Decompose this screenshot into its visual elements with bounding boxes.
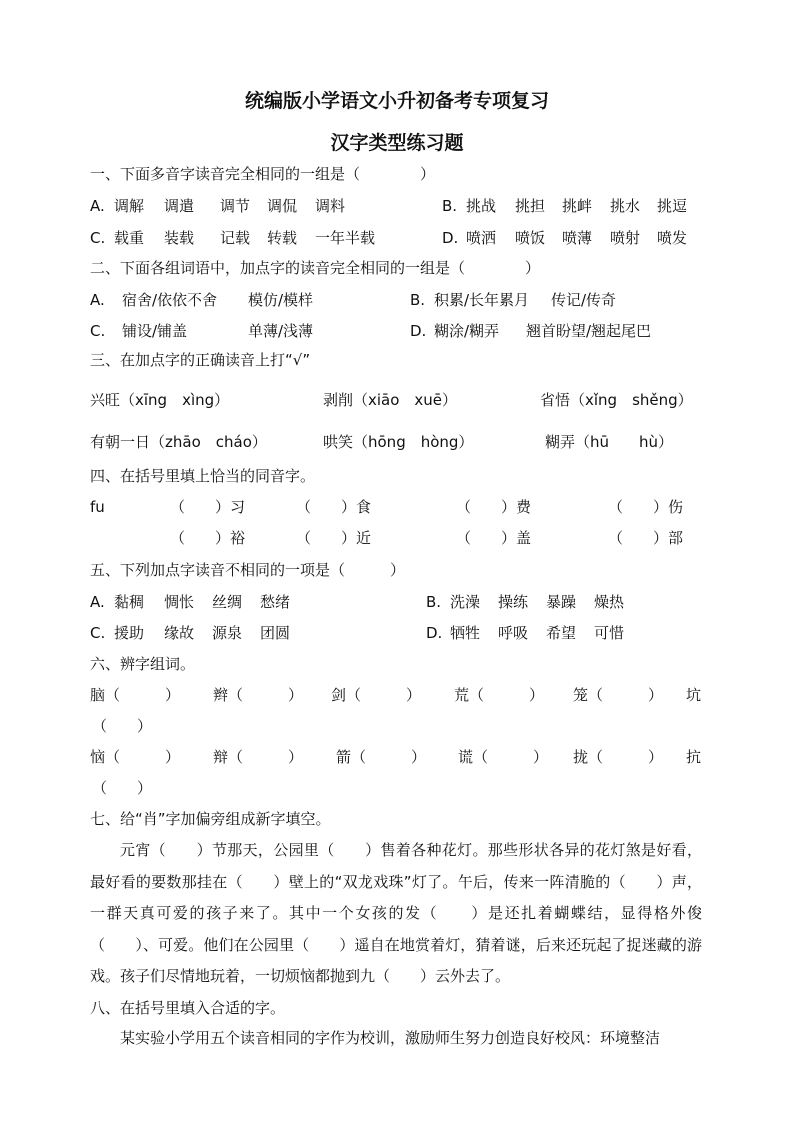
option-word: 调节 [220, 197, 251, 215]
option-words: 传记/传奇 [551, 291, 617, 309]
option-word: 丝绸 [212, 593, 243, 611]
option-word: 希望 [546, 624, 577, 642]
option-label: D. [410, 322, 427, 340]
option-word: 暴躁 [546, 593, 577, 611]
option-word: 喷薄 [562, 229, 593, 247]
option-word: 团圆 [260, 624, 291, 642]
option-label: D. [426, 624, 443, 642]
pinyin-item: 省悟（xǐng shěng） [540, 391, 693, 409]
option-word: 源泉 [212, 624, 243, 642]
word-char: 坑 [686, 686, 702, 704]
fill-blank[interactable]: （ ）裕 [170, 529, 246, 547]
option-word: 装载 [164, 229, 195, 247]
option-word: 惆怅 [164, 593, 195, 611]
fill-blank[interactable]: （ ）近 [296, 529, 372, 547]
word-blank[interactable]: 箭（ ） [336, 748, 427, 766]
option-label: B. [442, 197, 458, 215]
word-blank-wrapped[interactable]: （ ） [92, 779, 153, 797]
pinyin-item: 剥削（xiāo xuē） [323, 391, 458, 409]
question-3-row-1 [90, 390, 702, 410]
question-2-row-cd [90, 321, 702, 341]
option-word: 呼吸 [498, 624, 529, 642]
fill-blank[interactable]: （ ）习 [170, 498, 246, 516]
fill-blank[interactable]: （ ）费 [456, 498, 532, 516]
word-blank-wrapped[interactable]: （ ） [92, 717, 153, 735]
option-label: D. [442, 229, 459, 247]
option-words: 模仿/模样 [248, 291, 314, 309]
option-words: 单薄/浅薄 [248, 322, 314, 340]
fill-blank[interactable]: （ ）盖 [456, 529, 532, 547]
option-word: 燥热 [594, 593, 625, 611]
option-word: 调料 [315, 197, 346, 215]
option-word: 愁绪 [260, 593, 291, 611]
fill-blank[interactable]: （ ）食 [296, 498, 372, 516]
word-blank[interactable]: 辩（ ） [213, 748, 304, 766]
option-label: A. [90, 197, 105, 215]
question-2-row-ab [90, 290, 702, 310]
pinyin-item: 哄笑（hōng hòng） [323, 433, 474, 451]
option-word: 可惜 [594, 624, 625, 642]
option-word: 挑衅 [562, 197, 593, 215]
option-word: 转载 [267, 229, 298, 247]
question-3-heading: 三、在加点字的正确读音上打“√” [90, 351, 311, 369]
option-label: C. [90, 322, 106, 340]
fill-blank[interactable]: （ ）伤 [608, 498, 684, 516]
option-word: 调解 [114, 197, 145, 215]
option-word: 牺牲 [450, 624, 481, 642]
question-5-heading: 五、下列加点字读音不相同的一项是（ ） [90, 561, 406, 579]
pinyin-label: fu [90, 498, 105, 516]
option-label: A. [90, 291, 105, 309]
option-word: 载重 [114, 229, 145, 247]
option-word: 挑逗 [657, 197, 688, 215]
question-8-passage: 某实验小学用五个读音相同的字作为校训，激励师生努力创造良好校风：环境整洁 [120, 1029, 661, 1047]
option-words: 糊涂/糊弄 [434, 322, 500, 340]
option-words: 翘首盼望/翘起尾巴 [526, 322, 652, 340]
option-label: B. [426, 593, 442, 611]
option-word: 洗澡 [450, 593, 481, 611]
question-4-row-2 [90, 528, 702, 548]
option-words: 铺设/铺盖 [122, 322, 188, 340]
pinyin-item: 糊弄（hū hù） [545, 433, 674, 451]
question-6-row-2 [90, 747, 702, 767]
word-blank[interactable]: 恼（ ） [90, 748, 181, 766]
option-word: 喷洒 [466, 229, 497, 247]
pinyin-item: 兴旺（xīng xìng） [90, 391, 230, 409]
word-blank[interactable]: 荒（ ） [454, 686, 545, 704]
option-word: 喷饭 [515, 229, 546, 247]
fill-blank[interactable]: （ ）部 [608, 529, 684, 547]
question-8-heading: 八、在括号里填入合适的字。 [90, 999, 286, 1017]
question-6-row-1 [90, 685, 702, 705]
option-label: B. [410, 291, 426, 309]
word-blank[interactable]: 脑（ ） [90, 686, 181, 704]
question-1-heading: 一、下面多音字读音完全相同的一组是（ ） [90, 165, 436, 183]
option-word: 喷射 [610, 229, 641, 247]
word-blank[interactable]: 谎（ ） [458, 748, 549, 766]
question-4-heading: 四、在括号里填上恰当的同音字。 [90, 467, 316, 485]
option-word: 挑担 [515, 197, 546, 215]
question-1-row-cd [90, 228, 702, 248]
pinyin-item: 有朝一日（zhāo cháo） [90, 433, 267, 451]
question-3-row-2 [90, 432, 702, 452]
option-word: 缘故 [164, 624, 195, 642]
option-words: 积累/长年累月 [434, 291, 530, 309]
question-4-row-1 [90, 497, 702, 517]
option-word: 黏稠 [114, 593, 145, 611]
word-blank[interactable]: 拢（ ） [573, 748, 664, 766]
option-word: 一年半载 [315, 229, 376, 247]
option-word: 调侃 [267, 197, 298, 215]
option-word: 挑水 [610, 197, 641, 215]
option-word: 调遣 [164, 197, 195, 215]
option-word: 挑战 [466, 197, 497, 215]
question-1-row-ab [90, 196, 702, 216]
question-7-passage: 元宵（ ）节那天，公园里（ ）售着各种花灯。那些形状各异的花灯煞是好看，最好看的要数那挂在（ ）壁上的“双龙戏珠”灯了。午后，传来一阵清脆的（ ）声，一群天真可爱的孩子来了。其中一个女孩的发（ ）是还扎着蝴蝶结，显得格外俊（ ）、可爱。他们在公园里（ ）遥自在地赏着灯，猜着谜，后来还玩起了捉迷藏的游戏。孩子们尽情地玩着，一切烦恼都抛到九（ ）云外去了。 [90, 841, 702, 985]
option-word: 喷发 [657, 229, 688, 247]
word-blank[interactable]: 辫（ ） [213, 686, 304, 704]
option-label: A. [90, 593, 105, 611]
document-subtitle: 汉字类型练习题 [330, 132, 464, 154]
question-5-row-cd [90, 623, 702, 643]
word-blank[interactable]: 剑（ ） [331, 686, 422, 704]
question-2-heading: 二、下面各组词语中，加点字的读音完全相同的一组是（ ） [90, 259, 541, 277]
question-7-heading: 七、给“肖”字加偏旁组成新字填空。 [90, 810, 331, 828]
question-6-heading: 六、辨字组词。 [90, 655, 196, 673]
word-blank[interactable]: 笼（ ） [573, 686, 664, 704]
option-label: C. [90, 229, 106, 247]
option-word: 操练 [498, 593, 529, 611]
option-word: 记载 [220, 229, 251, 247]
option-label: C. [90, 624, 106, 642]
document-title: 统编版小学语文小升初备考专项复习 [244, 90, 549, 112]
word-char: 抗 [686, 748, 702, 766]
question-5-row-ab [90, 592, 702, 612]
option-word: 援助 [114, 624, 145, 642]
option-words: 宿舍/依依不舍 [122, 291, 218, 309]
